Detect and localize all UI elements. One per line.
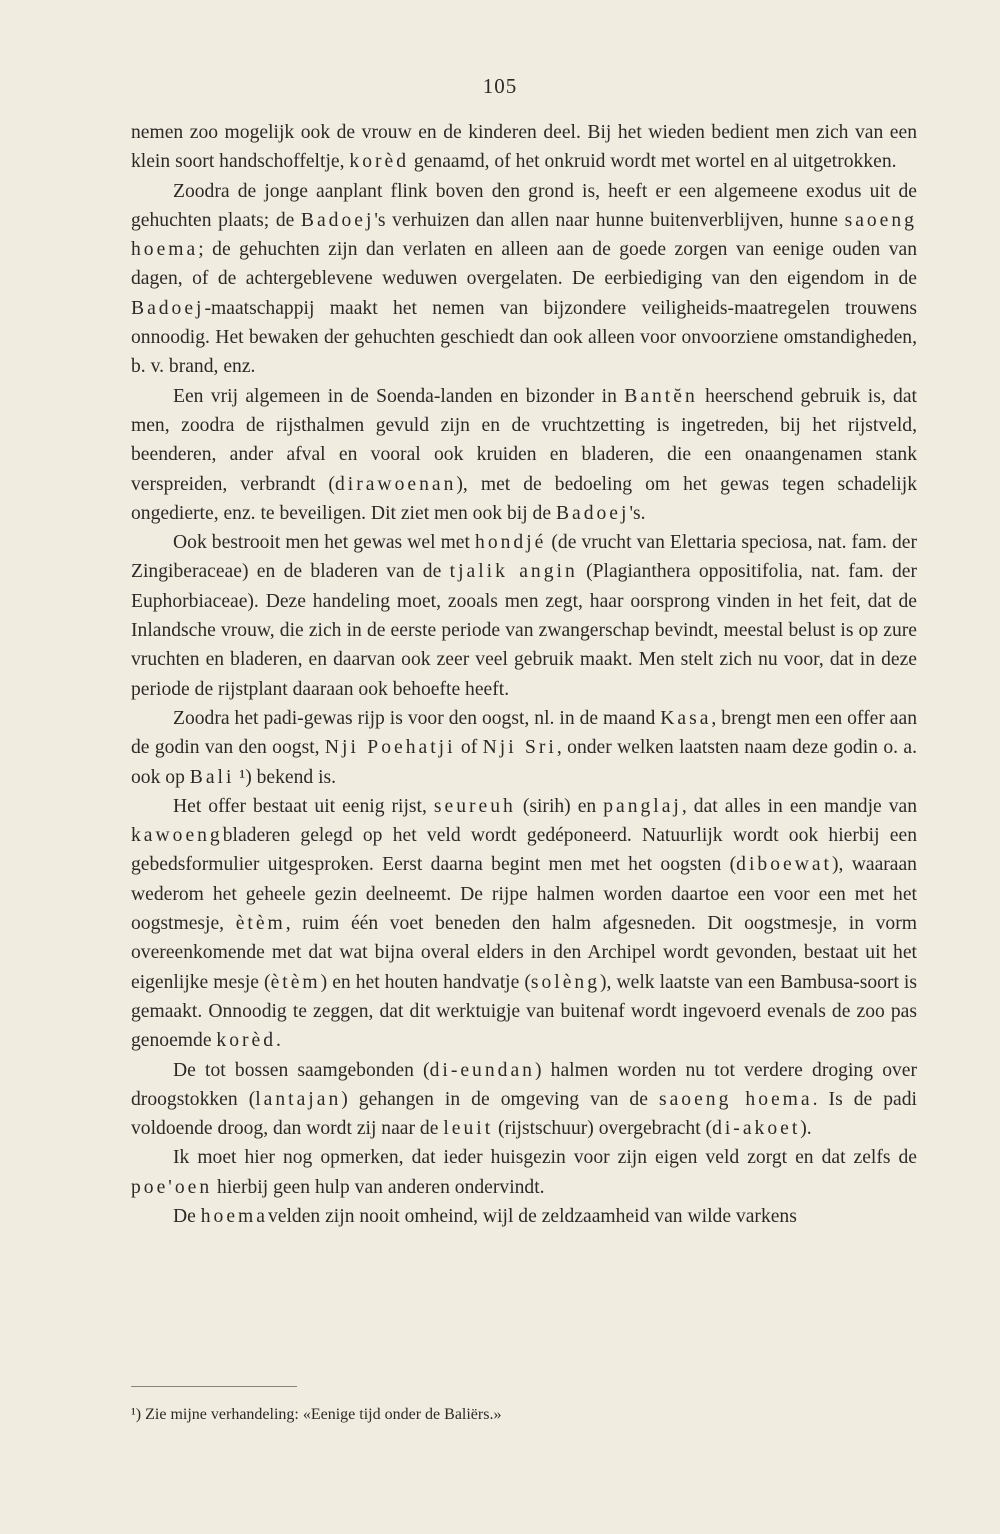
spaced-term: dirawoenan: [334, 473, 457, 495]
spaced-term: ètèm: [235, 913, 286, 935]
text-run: nemen zoo mogelijk ook de vrouw en de kinderen deel. Bij het wieden bedient men zich van een klein soort handschoffeltje,: [131, 122, 917, 173]
spaced-term: Bantĕn: [624, 385, 698, 407]
spaced-term: di-eundan: [429, 1059, 535, 1081]
text-run: 's.: [629, 502, 646, 524]
spaced-term: Bali: [189, 766, 235, 788]
paragraph: [131, 528, 917, 704]
text-run: ; de gehuchten zijn dan verlaten en alleen aan de goede zorgen van eenige ouden van dagen, of de achtergeblevene weduwen overgelaten. De eerbiediging van den eigendom in de: [131, 239, 917, 290]
text-run: ) gehangen in de omgeving van de: [341, 1088, 659, 1110]
text-run: .: [276, 1030, 281, 1052]
text-run: bladeren gelegd op het veld wordt gedéponeerd. Natuurlijk wordt ook hierbij een gebedsformulier uitgesproken. Eerst daarna begint men met het oogsten (: [131, 825, 917, 876]
text-run: velden zijn nooit omheind, wijl de zeldzaamheid van wilde varkens: [267, 1205, 797, 1227]
spaced-term: seureuh: [433, 795, 516, 817]
spaced-term: kawoeng: [131, 825, 223, 847]
spaced-term: lantajan: [255, 1088, 342, 1110]
spaced-term: Nji Poehatji: [324, 737, 456, 759]
paragraph: [131, 118, 917, 177]
spaced-term: leuit: [443, 1118, 494, 1140]
spaced-term: hoema: [200, 1205, 268, 1227]
spaced-term: korèd: [216, 1030, 277, 1052]
spaced-term: saoeng hoema: [131, 209, 917, 261]
spaced-term: Badoej: [131, 297, 205, 319]
text-run: , ruim één voet beneden den halm afgesneden. Dit oogstmesje, in vorm overeenkomende met dat wat bijna overal elders in den Archipel wordt gevonden, bestaat uit het eigenlijke mesje (: [131, 913, 917, 993]
text-run: (de vrucht van Elettaria speciosa, nat. fam. der Zingiberaceae) en de bladeren van de: [131, 532, 917, 583]
text-run: ).: [800, 1118, 812, 1140]
text-run: ), met de bedoeling om het gewas tegen schadelijk ongedierte, enz. te beveiligen. Dit ziet men ook bij de: [131, 473, 917, 524]
paragraph: [131, 382, 917, 528]
spaced-term: Nji Sri: [482, 737, 557, 759]
page-number: 105: [482, 74, 518, 98]
footnote: ¹) Zie mijne verhandeling: «Eenige tijd onder de Baliërs.»: [131, 1406, 502, 1423]
paragraph: [131, 1202, 917, 1231]
paragraph: [131, 704, 917, 792]
spaced-term: diboewat: [736, 854, 832, 876]
text-run: . Is de padi voldoende droog, dan wordt zij naar de: [131, 1088, 917, 1140]
text-run: De tot bossen saamgebonden (: [173, 1059, 430, 1081]
spaced-term: solèng: [530, 971, 600, 993]
paragraph: [131, 792, 917, 1056]
spaced-term: di-akoet: [712, 1118, 801, 1140]
text-run: heerschend gebruik is, dat men, zoodra de rijsthalmen gevuld zijn en de vruchtzetting is ingetreden, bij het rijstveld, beenderen, ander afval en vooral ook kruiden en bladeren, die een onaangenamen stank verspreiden, verbrandt (: [131, 385, 917, 495]
text-run: De: [173, 1205, 201, 1227]
footnote-divider: [131, 1386, 297, 1387]
spaced-term: saoeng hoema: [658, 1088, 813, 1110]
spaced-term: hondjé: [475, 532, 547, 554]
text-run: ) halmen worden nu tot verdere droging over droogstokken (: [131, 1059, 918, 1110]
paragraph: [131, 1056, 917, 1144]
text-run: Ik moet hier nog opmerken, dat ieder huisgezin voor zijn eigen veld zorgt en dat zelfs de: [173, 1147, 917, 1169]
spaced-term: Badoej: [300, 209, 375, 231]
text-run: Ook bestrooit men het gewas wel met: [173, 532, 476, 554]
text-run: Het offer bestaat uit eenig rijst,: [173, 795, 434, 817]
spaced-term: Badoej: [555, 502, 630, 524]
text-run: Zoodra het padi-gewas rijp is voor den oogst, nl. in de maand: [173, 707, 661, 729]
text-run: (Plagianthera oppositifolia, nat. fam. der Euphorbiaceae). Deze handeling moet, zooals men zegt, haar oorsprong vinden in het feit, dat de Inlandsche vrouw, die zich in de eerste periode van zwangerschap bevindt, meestal belust is op zure vruchten en bladeren, en daarvan ook zeer veel gebruik maakt. Men stelt zich nu voor, dat in deze periode de rijstplant daaraan ook behoefte heeft.: [131, 561, 917, 700]
text-run: ), welk laatste van een Bambusa-soort is gemaakt. Onnoodig te zeggen, dat dit werktuigje van buitenaf wordt ingevoerd evenals de zoo pas genoemde: [131, 971, 917, 1052]
text-run: , brengt men een offer aan de godin van den oogst,: [131, 707, 917, 759]
text-run: Zoodra de jonge aanplant flink boven den grond is, heeft er een algemeene exodus uit de gehuchten plaats; de: [131, 180, 917, 231]
text-run: (sirih) en: [515, 795, 604, 817]
spaced-term: poe'oen: [131, 1176, 213, 1198]
text-run: genaamd, of het onkruid wordt met wortel en al uitgetrokken.: [409, 151, 897, 173]
text-run: hierbij geen hulp van anderen ondervindt.: [212, 1176, 545, 1198]
text-run: , onder welken laatsten naam deze godin o. a. ook op: [131, 737, 917, 788]
text-run: ), waaraan wederom het geheele gezin deelneemt. De rijpe halmen worden daartoe een voor een met het oogstmesje,: [131, 854, 917, 935]
text-run: ¹) bekend is.: [234, 766, 337, 788]
text-run: Een vrij algemeen in de Soenda-landen en bizonder in: [173, 385, 625, 407]
text-run: , dat alles in een mandje van: [681, 795, 917, 817]
paragraph: [131, 1143, 917, 1202]
spaced-term: Kasa: [660, 707, 712, 729]
text-run: (rijstschuur) overgebracht (: [493, 1118, 713, 1140]
text-run: ) en het houten handvatje (: [320, 971, 531, 993]
paragraph: [131, 177, 917, 382]
spaced-term: ètèm: [270, 971, 321, 993]
body-text: [131, 118, 917, 1231]
spaced-term: panglaj: [603, 795, 682, 817]
text-run: of: [455, 737, 483, 759]
text-run: 's verhuizen dan allen naar hunne buitenverblijven, hunne: [374, 209, 845, 231]
text-run: -maatschappij maakt het nemen van bijzondere veiligheids-maatregelen trouwens onnoodig. Het bewaken der gehuchten geschiedt dan ook alleen voor onvoorziene omstandigheden, b. v. brand, enz.: [131, 297, 917, 378]
spaced-term: korèd: [349, 151, 410, 173]
spaced-term: tjalik angin: [449, 561, 578, 583]
